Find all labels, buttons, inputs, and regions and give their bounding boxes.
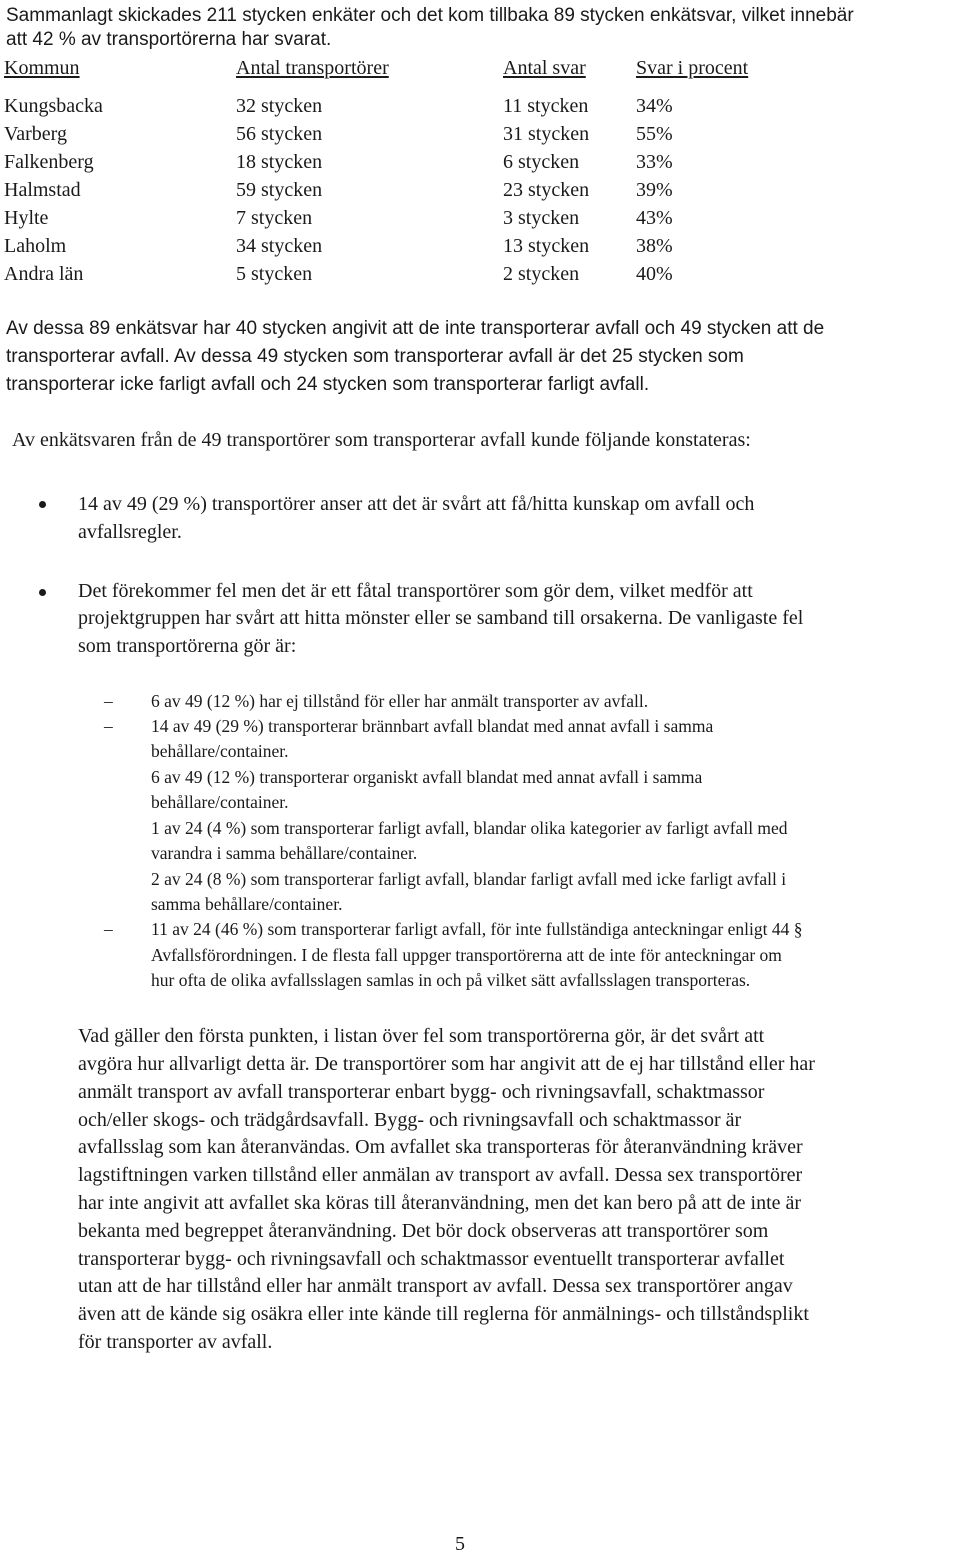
table-cell: 5 stycken <box>236 263 313 285</box>
table-cell: 3 stycken <box>503 207 580 229</box>
error-line: 6 av 49 (12 %) har ej tillstånd för eller har anmält transporter av avfall. <box>151 691 649 711</box>
error-line: 11 av 24 (46 %) som transporterar farligt avfall, för inte fullständiga anteckningar enligt 44 § <box>151 919 803 939</box>
discussion-line: anmält transport av avfall transporterar enbart bygg- och rivningsavfall, schaktmassor <box>78 1081 765 1103</box>
discussion-line: avfallsslag som kan återanvändas. Om avfallet ska transporteras för återanvändning kräver <box>78 1136 803 1158</box>
discussion-line: bekanta med begreppet återanvändning. Det bör dock observeras att transportörer som <box>78 1220 769 1242</box>
error-line: varandra i samma behållare/container. <box>151 843 418 863</box>
table-header-svar: Antal svar <box>503 57 586 79</box>
bullet-dot <box>39 501 46 508</box>
table-cell: 56 stycken <box>236 123 323 145</box>
table-cell: 33% <box>636 151 673 173</box>
table-cell: Laholm <box>4 235 67 257</box>
error-line: 1 av 24 (4 %) som transporterar farligt avfall, blandar olika kategorier av farligt avfall med <box>151 818 788 838</box>
table-cell: 11 stycken <box>503 95 589 117</box>
discussion-line: Vad gäller den första punkten, i listan över fel som transportörerna gör, är det svårt att <box>78 1025 765 1047</box>
table-cell: 6 stycken <box>503 151 580 173</box>
discussion-line: har inte angivit att avfallet ska köras till återanvändning, men det kan bero på att de inte är <box>78 1192 802 1214</box>
summary-line: transporterar avfall. Av dessa 49 stycken som transporterar avfall är det 25 stycken som <box>6 346 744 367</box>
table-cell: 55% <box>636 123 673 145</box>
table-cell: 39% <box>636 179 673 201</box>
table-cell: Varberg <box>4 123 67 145</box>
table-cell: 32 stycken <box>236 95 323 117</box>
error-line: Avfallsförordningen. I de flesta fall uppger transportörerna att de inte för anteckningar om <box>151 945 782 965</box>
discussion-line: transporterar bygg- och rivningsavfall och schaktmassor eventuellt transporterar avfallet <box>78 1248 785 1270</box>
bullet-1-line: 14 av 49 (29 %) transportörer anser att det är svårt att få/hitta kunskap om avfall och <box>78 493 755 515</box>
table-header-kommun: Kommun <box>4 57 80 79</box>
table-cell: 23 stycken <box>503 179 590 201</box>
bullet-1-line: avfallsregler. <box>78 521 182 543</box>
bullet-2-line: projektgruppen har svårt att hitta mönster eller se samband till orsakerna. De vanligaste fel <box>78 607 804 629</box>
discussion-line: även att de kände sig osäkra eller inte kände till reglerna för anmälnings- och tillståndsplikt <box>78 1303 809 1325</box>
table-cell: Andra län <box>4 263 84 285</box>
table-cell: Halmstad <box>4 179 81 201</box>
error-line: 6 av 49 (12 %) transporterar organiskt avfall blandat med annat avfall i samma <box>151 767 703 787</box>
table-cell: 38% <box>636 235 673 257</box>
table-cell: 43% <box>636 207 673 229</box>
intro-line-1: Sammanlagt skickades 211 stycken enkäter och det kom tillbaka 89 stycken enkätsvar, vilket innebär <box>6 5 854 26</box>
findings-intro: Av enkätsvaren från de 49 transportörer som transporterar avfall kunde följande konstateras: <box>12 429 751 451</box>
error-line: behållare/container. <box>151 741 289 761</box>
bullet-dot <box>39 589 46 596</box>
dash-marker: – <box>104 691 113 711</box>
dash-marker: – <box>104 716 113 736</box>
discussion-line: avgöra hur allvarligt detta är. De transportörer som har angivit att de ej har tillstånd eller har <box>78 1053 815 1075</box>
table-cell: 7 stycken <box>236 207 313 229</box>
discussion-line: och/eller skogs- och trädgårdsavfall. Bygg- och rivningsavfall och schaktmassor är <box>78 1109 742 1131</box>
table-header-procent: Svar i procent <box>636 57 749 79</box>
table-cell: Falkenberg <box>4 151 94 173</box>
table-cell: 31 stycken <box>503 123 590 145</box>
table-cell: 18 stycken <box>236 151 323 173</box>
dash-marker: – <box>104 919 113 939</box>
error-line: 14 av 49 (29 %) transporterar brännbart avfall blandat med annat avfall i samma <box>151 716 714 736</box>
error-line: 2 av 24 (8 %) som transporterar farligt avfall, blandar farligt avfall med icke farligt avfall i <box>151 869 787 889</box>
table-cell: 34% <box>636 95 673 117</box>
discussion-line: utan att de har tillstånd eller har anmält transport av avfall. Dessa sex transportörer angav <box>78 1275 793 1297</box>
error-line: samma behållare/container. <box>151 894 343 914</box>
summary-line: transporterar icke farligt avfall och 24 stycken som transporterar farligt avfall. <box>6 374 650 395</box>
table-cell: 40% <box>636 263 673 285</box>
error-line: hur ofta de olika avfallsslagen samlas in och på vilket sätt avfallsslagen transporteras. <box>151 970 751 990</box>
bullet-2-line: Det förekommer fel men det är ett fåtal transportörer som gör dem, vilket medför att <box>78 580 753 602</box>
discussion-line: för transporter av avfall. <box>78 1331 273 1353</box>
summary-line: Av dessa 89 enkätsvar har 40 stycken angivit att de inte transporterar avfall och 49 stycken att de <box>6 318 825 339</box>
error-line: behållare/container. <box>151 792 289 812</box>
table-cell: 59 stycken <box>236 179 323 201</box>
table-cell: Kungsbacka <box>4 95 103 117</box>
table-cell: 13 stycken <box>503 235 590 257</box>
table-cell: Hylte <box>4 207 49 229</box>
bullet-2-line: som transportörerna gör är: <box>78 635 297 657</box>
discussion-line: lagstiftningen varken tillstånd eller anmälan av transport av avfall. Dessa sex transportörer <box>78 1164 803 1186</box>
table-header-transportorer: Antal transportörer <box>236 57 389 79</box>
intro-line-2: att 42 % av transportörerna har svarat. <box>6 29 332 50</box>
page-number: 5 <box>455 1533 465 1555</box>
table-cell: 2 stycken <box>503 263 580 285</box>
table-cell: 34 stycken <box>236 235 323 257</box>
